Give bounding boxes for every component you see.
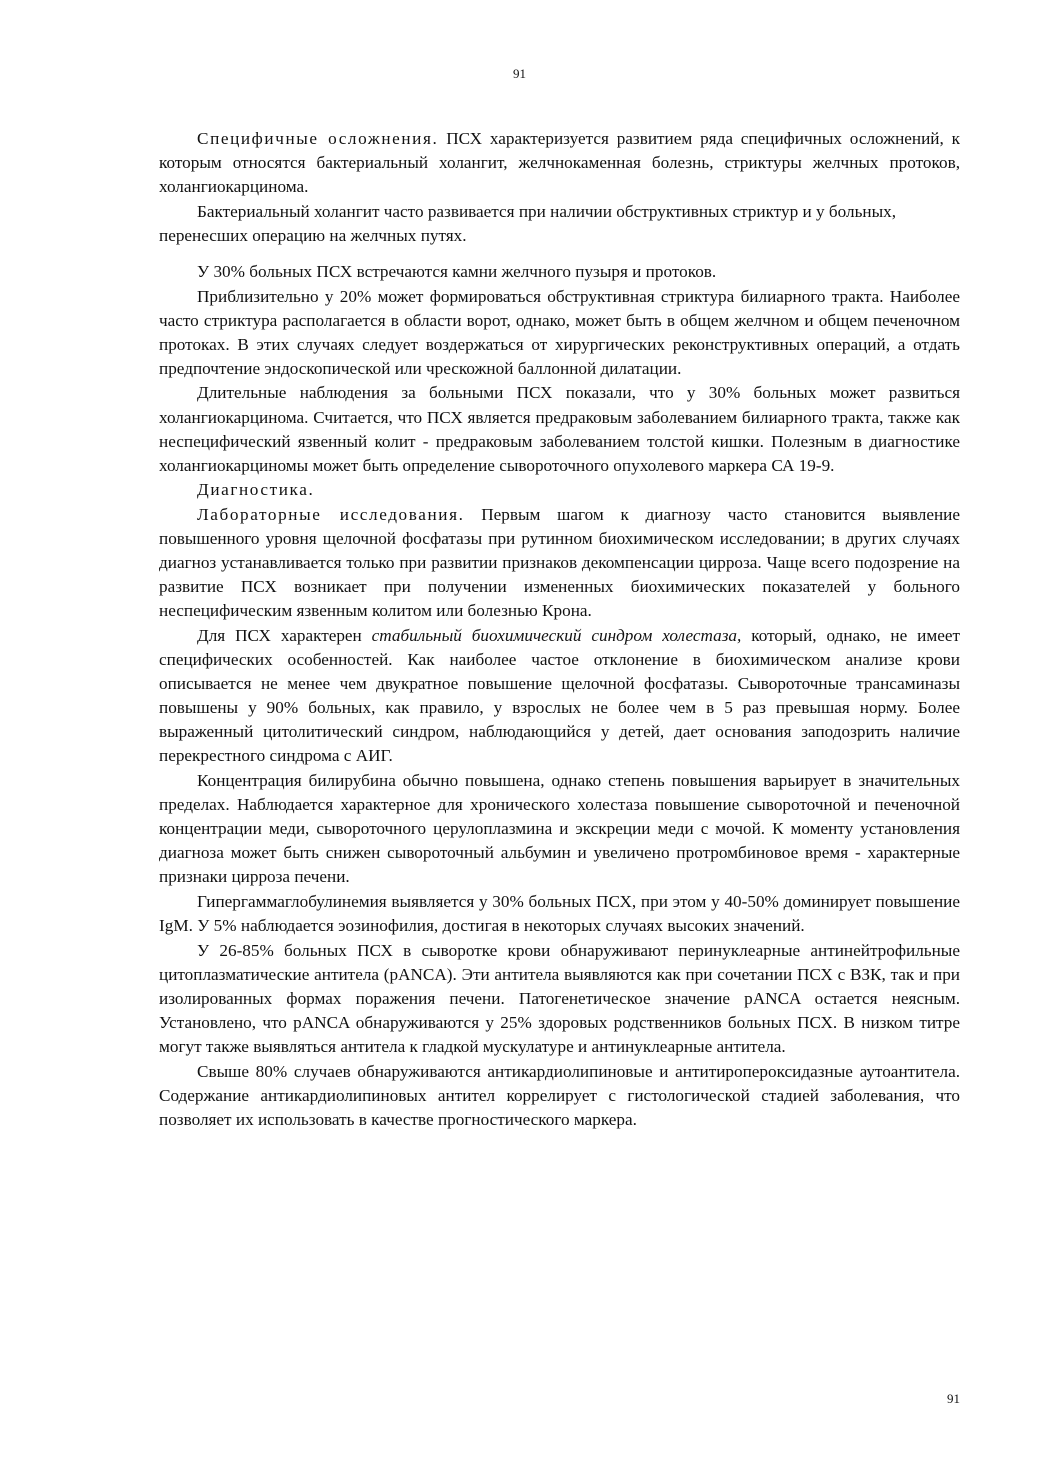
subheading-laboratory-tests: Лабораторные исследования. [197, 504, 465, 524]
subheading-specific-complications: Специфичные осложнения. [197, 129, 439, 148]
paragraph-panca: У 26-85% больных ПСХ в сыворотке крови обнаруживают перинуклеарные антинейтрофильные цитоплазматические антитела (pANCA). Эти антитела выявляются как при сочетании ПСХ с ВЗК, так и при изолированных формах поражения печени. Патогенетическое значение pANCA остается неясным. Установлено, что pANCA обнаруживаются у 25% здоровых родственников больных ПСХ. В низком титре могут также выявляться антитела к гладкой мускулатуре и антинуклеарные антитела. [159, 940, 960, 1056]
document-body [159, 127, 960, 1132]
paragraph-text: ПСХ характеризуется развитием ряда специфичных осложнений, к которым относятся бактериальный холангит, желчнокаменная болезнь, стриктуры желчных протоков, холангиокарцинома. [159, 129, 960, 197]
paragraph-laboratory-tests [159, 503, 960, 623]
paragraph-specific-complications [159, 127, 960, 199]
paragraph-bilirubin: Концентрация билирубина обычно повышена, однако степень повышения варьирует в значительных пределах. Наблюдается характерное для хронического холестаза повышение сывороточной и печеночной концентрации меди, сывороточного церулоплазмина и экскреции меди с мочой. К моменту установления диагноза может быть снижен сывороточный альбумин и увеличено протромбиновое время - характерные признаки цирроза печени. [159, 770, 960, 887]
page-number-bottom: 91 [947, 1391, 960, 1406]
italic-term: стабильный биохимический синдром холестаза, [371, 625, 742, 645]
paragraph-cholangiocarcinoma: Длительные наблюдения за больными ПСХ показали, что у 30% больных может развиться холангиокарцинома. Считается, что ПСХ является предраковым заболеванием билиарного тракта, также как неспецифический язвенный колит - предраковым заболеванием толстой кишки. Полезным в диагностике холангиокарциномы может быть определение сывороточного опухолевого маркера СА 19-9. [159, 383, 960, 475]
paragraph-text: который, однако, не имеет специфических особенностей. Как наиболее частое отклонение в биохимическом анализе крови описывается не менее чем двукратное повышение щелочной фосфатазы. Сывороточные трансаминазы повышены у 90% больных, как правило, у взрослых не более чем в 5 раз превышая норму. Более выраженный цитолитический синдром, наблюдающийся у детей, дает основания заподозрить наличие перекрестного синдрома с АИГ. [159, 625, 960, 766]
paragraph-bacterial-cholangitis: Бактериальный холангит часто развивается при наличии обструктивных стриктур и у больных, перенесших операцию на желчных путях. [159, 201, 897, 245]
page-number-top: 91 [513, 66, 526, 81]
paragraph-cholestasis-syndrome [159, 624, 960, 769]
paragraph-gallstones: У 30% больных ПСХ встречаются камни желчного пузыря и протоков. [197, 261, 717, 281]
paragraph-text: Для ПСХ характерен [197, 625, 372, 645]
paragraph-text: Первым шагом к диагнозу часто становится выявление повышенного уровня щелочной фосфатазы при рутинном биохимическом исследовании; в других случаях диагноз устанавливается только при развитии признаков декомпенсации цирроза. Чаще всего подозрение на развитие ПСХ возникает при получении измененных биохимических показателей у больного неспецифическим язвенным колитом или болезнью Крона. [159, 504, 960, 621]
paragraph-obstructive-stricture: Приблизительно у 20% может формироваться обструктивная стриктура билиарного тракта. Наиболее часто стриктура располагается в области ворот, однако, может быть в общем желчном и общем печеночном протоках. В этих случаях следует воздержаться от хирургических реконструктивных операций, а отдать предпочтение эндоскопической или чрескожной баллонной дилатации. [159, 286, 960, 378]
paragraph-autoantibodies: Свыше 80% случаев обнаруживаются антикардиолипиновые и антитиропероксидазные аутоантитела. Содержание антикардиолипиновых антител коррелирует с гистологической стадией заболевания, что позволяет их использовать в качестве прогностического маркера. [159, 1061, 960, 1129]
heading-diagnostics: Диагностика. [197, 480, 315, 500]
paragraph-hypergammaglobulinemia: Гипергаммаглобулинемия выявляется у 30% больных ПСХ, при этом у 40-50% доминирует повышение IgM. У 5% наблюдается эозинофилия, достигая в некоторых случаях высоких значений. [159, 891, 960, 935]
